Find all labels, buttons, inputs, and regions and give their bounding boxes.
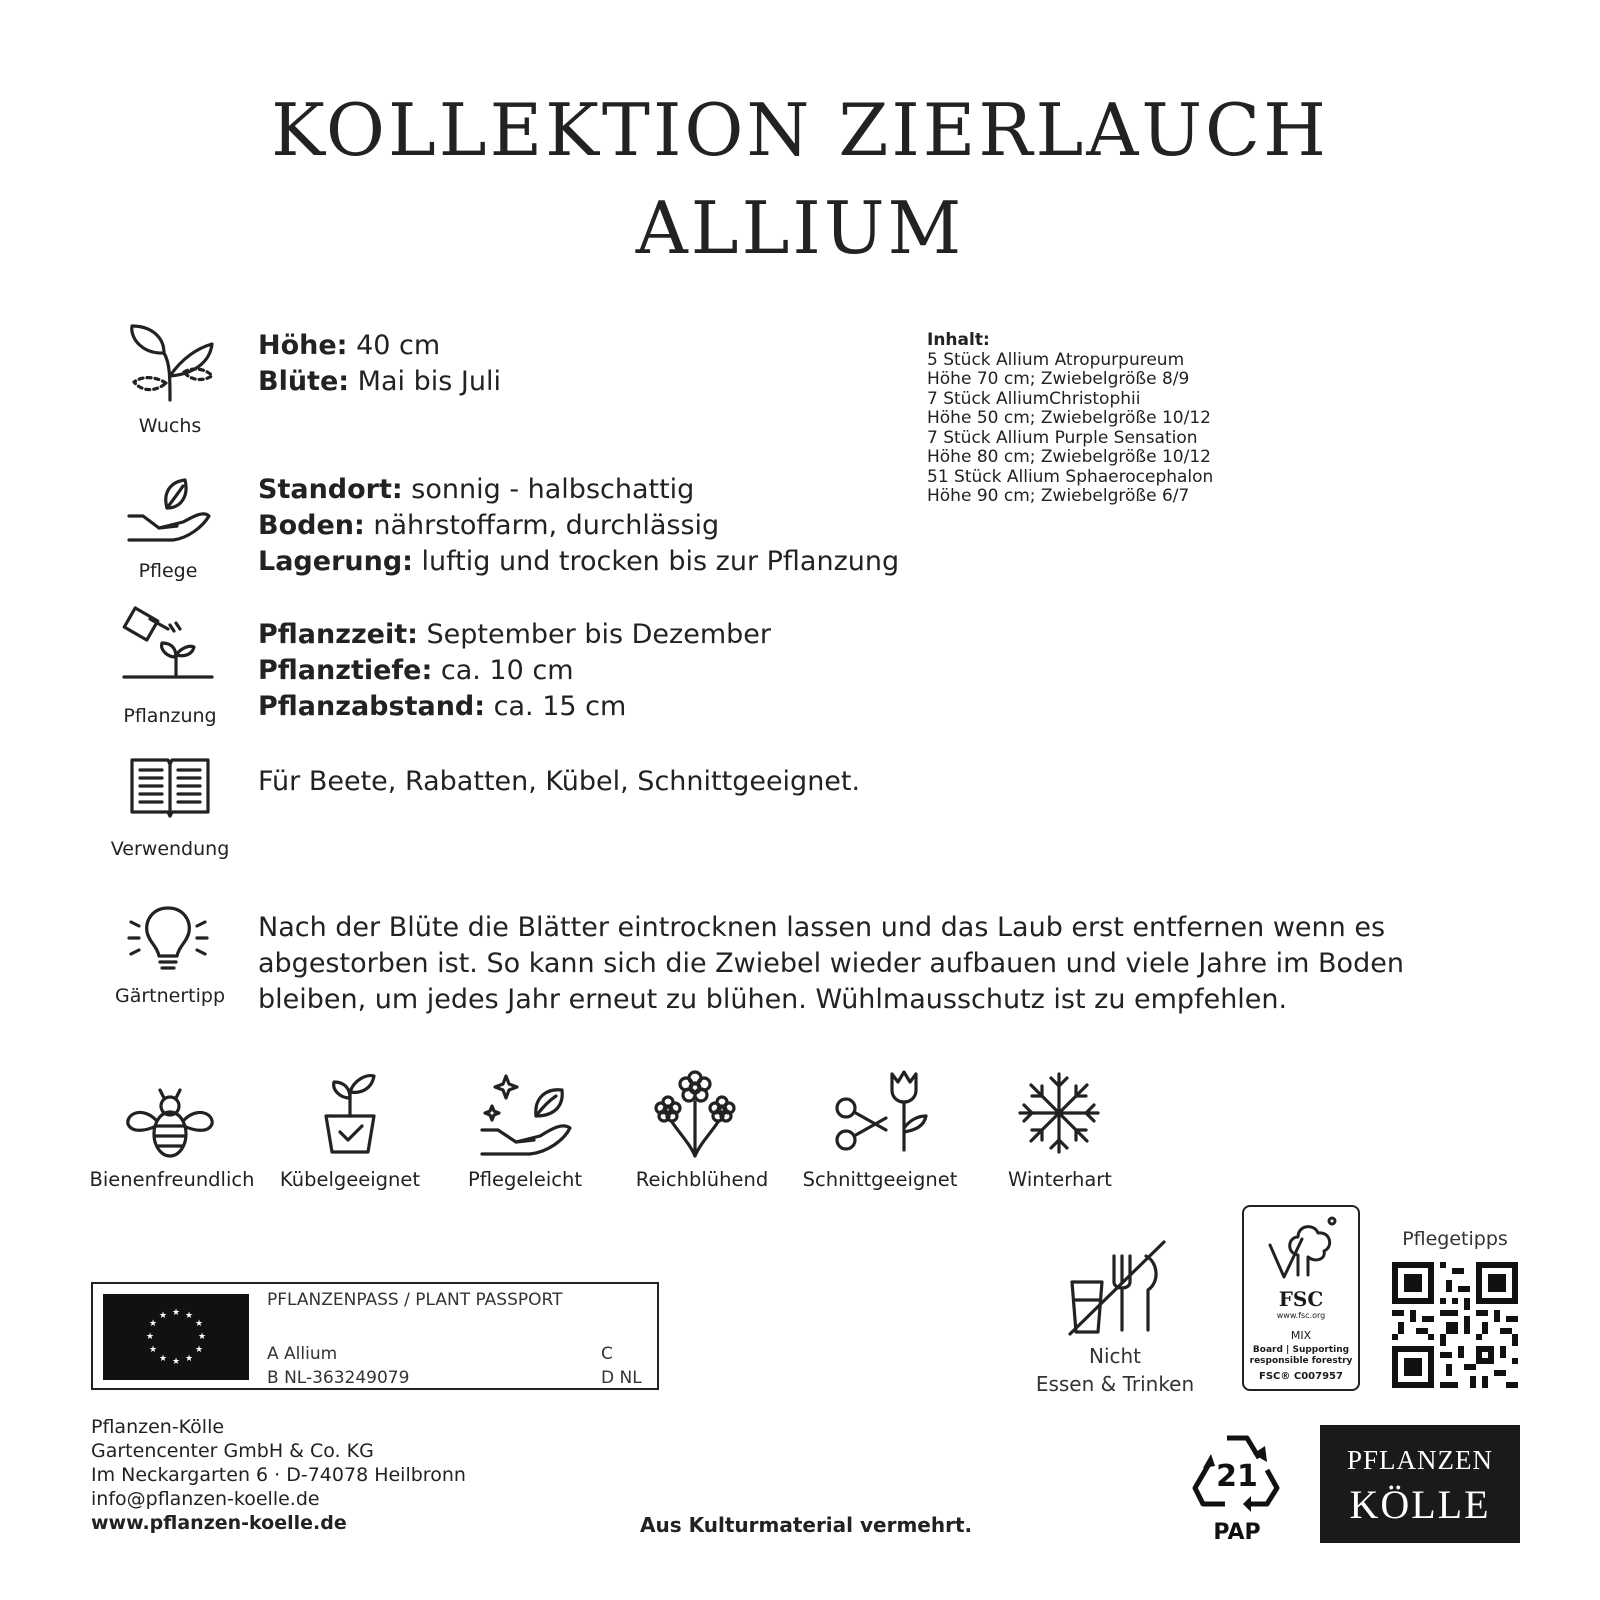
passport-b: B NL-363249079: [267, 1368, 410, 1388]
website-link[interactable]: www.pflanzen-koelle.de: [91, 1512, 347, 1534]
open-book-icon: [128, 756, 212, 822]
inhalt-line: 7 Stück AlliumChristophii: [927, 388, 1141, 409]
feature-label-winterhart: Winterhart: [1008, 1168, 1112, 1191]
eu-flag-icon: [103, 1294, 249, 1380]
passport-heading: PFLANZENPASS / PLANT PASSPORT: [267, 1290, 563, 1310]
inhalt-line: 5 Stück Allium Atropurpureum: [927, 349, 1185, 370]
address-line: Pflanzen-Kölle: [91, 1416, 225, 1438]
pflanzabstand-row: Pflanzabstand: ca. 15 cm: [258, 691, 627, 722]
pflege-info: [258, 472, 899, 580]
svg-text:★: ★: [194, 1319, 204, 1329]
address-line: Im Neckargarten 6 · D-74078 Heilbronn: [91, 1464, 466, 1486]
fsc-code: FSC® C007957: [1259, 1371, 1343, 1382]
tipp-line: Nach der Blüte die Blätter eintrocknen lassen und das Laub erst entfernen wenn es: [258, 912, 1386, 943]
recycle-code: PAP: [1213, 1520, 1261, 1545]
gaertnertipp-label: Gärtnertipp: [114, 985, 226, 1007]
svg-text:★: ★: [148, 1345, 158, 1355]
svg-text:★: ★: [171, 1357, 181, 1367]
inhalt-line: 51 Stück Allium Sphaerocephalon: [927, 466, 1214, 487]
inhalt-line: 7 Stück Allium Purple Sensation: [927, 427, 1198, 448]
potted-plant-icon: [310, 1070, 390, 1154]
svg-text:★: ★: [184, 1311, 194, 1321]
pflanzung-label: Pflanzung: [123, 705, 217, 727]
hand-leaf-icon: [478, 1068, 578, 1158]
feature-label-schnittgeeignet: Schnittgeeignet: [802, 1168, 958, 1191]
page-subtitle: ALLIUM: [635, 186, 965, 270]
recycle-number: 21: [1216, 1459, 1258, 1494]
svg-text:★: ★: [197, 1332, 207, 1342]
fsc-desc1: Board | Supporting: [1252, 1345, 1350, 1355]
passport-a: A Allium: [267, 1344, 338, 1364]
feature-label-reichbluehend: Reichblühend: [635, 1168, 769, 1191]
inhalt-block: [927, 331, 1213, 507]
page-title: KOLLEKTION ZIERLAUCH: [271, 88, 1329, 172]
svg-text:★: ★: [171, 1308, 181, 1318]
pflanzzeit-row: Pflanzzeit: September bis Dezember: [258, 619, 771, 650]
boden-row: Boden: nährstoffarm, durchlässig: [258, 510, 720, 541]
hoehe-row: Höhe: 40 cm: [258, 330, 441, 361]
logo-line1: PFLANZEN: [1346, 1445, 1493, 1475]
passport-d: D NL: [601, 1368, 642, 1388]
svg-text:★: ★: [158, 1354, 168, 1364]
svg-text:★: ★: [145, 1332, 155, 1342]
logo-line2: KÖLLE: [1349, 1482, 1491, 1527]
standort-row: Standort: sonnig - halbschattig: [258, 474, 695, 505]
tipp-text: [258, 910, 1404, 1018]
fsc-mix: MIX: [1290, 1329, 1312, 1342]
inhalt-line: Höhe 70 cm; Zwiebelgröße 8/9: [927, 369, 1190, 389]
address-line: Gartencenter GmbH & Co. KG: [91, 1440, 374, 1462]
flowers-icon: [650, 1068, 740, 1158]
tipp-line: bleiben, um jedes Jahr erneut zu blühen. Wühlmausschutz ist zu empfehlen.: [258, 984, 1288, 1015]
svg-text:★: ★: [158, 1311, 168, 1321]
qr-label: Pflegetipps: [1402, 1228, 1508, 1250]
qr-code-icon[interactable]: [1392, 1262, 1518, 1388]
pflanzung-info: [258, 617, 771, 725]
plant-growth-icon: [120, 318, 220, 408]
recycle-icon: [1185, 1428, 1289, 1518]
email-link[interactable]: info@pflanzen-koelle.de: [91, 1488, 320, 1510]
fsc-tree-icon: [1264, 1215, 1340, 1287]
footer-note: Aus Kulturmaterial vermehrt.: [640, 1513, 973, 1537]
feature-label-kuebelgeeignet: Kübelgeeignet: [279, 1168, 421, 1191]
bee-icon: [120, 1082, 220, 1162]
company-address: [91, 1415, 466, 1535]
inhalt-line: Höhe 80 cm; Zwiebelgröße 10/12: [927, 447, 1211, 467]
feature-label-pflegeleicht: Pflegeleicht: [468, 1168, 582, 1191]
no-food-drink-icon: [1062, 1238, 1172, 1338]
feature-label-bienenfreundlich: Bienenfreundlich: [89, 1168, 255, 1191]
svg-text:★: ★: [184, 1354, 194, 1364]
verwendung-text: Für Beete, Rabatten, Kübel, Schnittgeeignet.: [258, 766, 861, 797]
inhalt-heading: Inhalt:: [927, 330, 990, 350]
inhalt-line: Höhe 90 cm; Zwiebelgröße 6/7: [927, 486, 1190, 506]
svg-text:★: ★: [148, 1319, 158, 1329]
pflege-label: Pflege: [138, 560, 198, 582]
pflanztiefe-row: Pflanztiefe: ca. 10 cm: [258, 655, 574, 686]
passport-c: C: [601, 1344, 613, 1364]
warning-line: Essen & Trinken: [1035, 1372, 1195, 1396]
plant-passport: [91, 1282, 659, 1390]
wuchs-info: [258, 328, 501, 400]
hand-leaf-care-icon: [125, 478, 215, 548]
fsc-site: www.fsc.org: [1276, 1311, 1326, 1320]
tipp-line: abgestorben ist. So kann sich die Zwiebel wieder aufbauen und viele Jahre im Boden: [258, 948, 1404, 979]
warning-text: [1010, 1342, 1220, 1398]
scissors-tulip-icon: [832, 1068, 932, 1158]
lagerung-row: Lagerung: luftig und trocken bis zur Pflanzung: [258, 546, 900, 577]
fsc-desc2: responsible forestry: [1249, 1356, 1353, 1366]
wuchs-label: Wuchs: [138, 415, 202, 437]
pflanzen-koelle-logo: [1320, 1425, 1520, 1543]
watering-can-icon: [120, 605, 220, 685]
fsc-label: [1242, 1205, 1360, 1391]
bluete-row: Blüte: Mai bis Juli: [258, 366, 501, 397]
svg-text:★: ★: [194, 1345, 204, 1355]
fsc-name: FSC: [1278, 1287, 1324, 1311]
snowflake-icon: [1016, 1070, 1102, 1156]
inhalt-line: Höhe 50 cm; Zwiebelgröße 10/12: [927, 408, 1211, 428]
verwendung-label: Verwendung: [110, 838, 230, 860]
lightbulb-icon: [123, 898, 213, 974]
warning-line: Nicht: [1088, 1344, 1142, 1368]
